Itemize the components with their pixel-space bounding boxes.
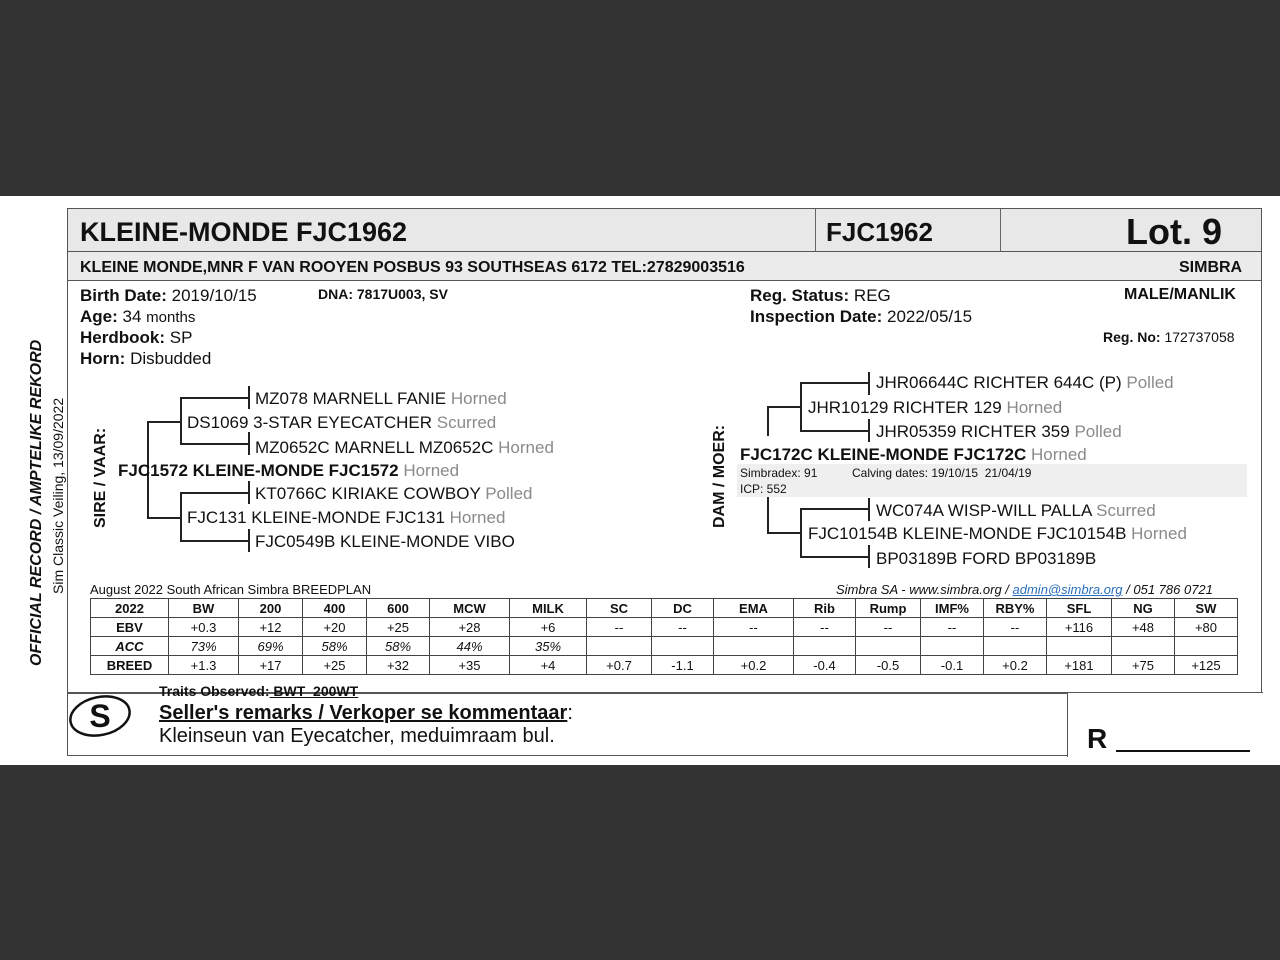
simbradex: Simbradex: 91 (740, 466, 818, 480)
birth-date: Birth Date: 2019/10/15 (80, 286, 257, 305)
table-cell: +1.3 (169, 656, 239, 675)
table-cell: +75 (1112, 656, 1175, 675)
table-header: Rump (856, 599, 921, 618)
table-cell: +0.7 (587, 656, 652, 675)
contact-info: Simbra SA - www.simbra.org / admin@simbra.org / 051 786 0721 (836, 582, 1213, 597)
dam-dam: FJC10154B KLEINE-MONDE FJC10154B Horned (808, 524, 1187, 543)
remarks-text: Kleinseun van Eyecatcher, meduimraam bul. (159, 725, 555, 747)
table-header: MCW (430, 599, 510, 618)
table-cell: +17 (239, 656, 303, 675)
sire-dam: FJC131 KLEINE-MONDE FJC131 Horned (187, 508, 506, 527)
table-cell (1112, 637, 1175, 656)
table-cell: -- (652, 618, 714, 637)
table-cell: +0.3 (169, 618, 239, 637)
table-cell: 69% (239, 637, 303, 656)
table-cell: +0.2 (984, 656, 1047, 675)
table-header: SFL (1047, 599, 1112, 618)
dam-dam-sire: WC074A WISP-WILL PALLA Scurred (876, 501, 1156, 520)
table-cell (587, 637, 652, 656)
sale-name-label: Sim Classic Veiling, 13/09/2022 (50, 397, 66, 594)
animal-id: FJC1962 (826, 217, 933, 247)
ebv-table (90, 598, 1238, 675)
table-row-ebv (91, 618, 1238, 637)
simbra-logo (68, 690, 134, 744)
official-record-label: OFFICIAL RECORD / AMPTELIKE REKORD (28, 339, 45, 666)
price-label: R (1087, 723, 1108, 754)
table-cell: +125 (1175, 656, 1238, 675)
table-cell: +12 (239, 618, 303, 637)
age: Age: 34 months (80, 307, 196, 326)
table-header: MILK (510, 599, 587, 618)
title-divider (815, 209, 816, 251)
table-header: NG (1112, 599, 1175, 618)
remarks-title: Seller's remarks / Verkoper se kommentaar: (159, 702, 573, 724)
table-header: 2022 (91, 599, 169, 618)
breedplan-caption: August 2022 South African Simbra BREEDPLAN (90, 582, 372, 597)
dam: FJC172C KLEINE-MONDE FJC172C Horned (740, 445, 1087, 464)
table-cell (984, 637, 1047, 656)
table-header: 600 (367, 599, 430, 618)
table-header-row (91, 599, 1238, 618)
breeder-address: KLEINE MONDE,MNR F VAN ROOYEN POSBUS 93 SOUTHSEAS 6172 TEL:27829003516 (80, 259, 745, 276)
table-cell: +32 (367, 656, 430, 675)
title-divider (1000, 209, 1001, 251)
table-cell: EBV (91, 618, 169, 637)
sire-dam-dam: FJC0549B KLEINE-MONDE VIBO (255, 532, 515, 551)
table-cell: +6 (510, 618, 587, 637)
table-row-breed (91, 656, 1238, 675)
price-input-line[interactable] (1116, 750, 1250, 752)
table-cell: +25 (367, 618, 430, 637)
table-cell (921, 637, 984, 656)
reg-number: Reg. No: 172737058 (1103, 329, 1235, 345)
lot-number: Lot. 9 (1126, 211, 1222, 252)
table-cell: +28 (430, 618, 510, 637)
reg-status: Reg. Status: REG (750, 286, 891, 305)
table-header: SC (587, 599, 652, 618)
table-header: RBY% (984, 599, 1047, 618)
dam-side-label: DAM / MOER: (711, 424, 728, 528)
table-cell: ACC (91, 637, 169, 656)
traits-observed: Traits Observed: BWT 200WT (159, 683, 359, 699)
animal-name: KLEINE-MONDE FJC1962 (80, 217, 408, 247)
table-cell: 58% (303, 637, 367, 656)
table-header: 400 (303, 599, 367, 618)
table-cell: -0.5 (856, 656, 921, 675)
table-cell: +20 (303, 618, 367, 637)
dam-dam-dam: BP03189B FORD BP03189B (876, 549, 1097, 568)
table-cell (714, 637, 794, 656)
herdbook: Herdbook: SP (80, 328, 193, 347)
table-cell (1175, 637, 1238, 656)
table-cell: +48 (1112, 618, 1175, 637)
table-cell: +0.2 (714, 656, 794, 675)
table-cell (652, 637, 714, 656)
calving-dates: Calving dates: 19/10/15 21/04/19 (852, 466, 1032, 480)
table-row-acc (91, 637, 1238, 656)
table-cell (856, 637, 921, 656)
table-cell: -0.4 (794, 656, 856, 675)
table-cell: 73% (169, 637, 239, 656)
sire-sire-sire: MZ078 MARNELL FANIE Horned (255, 389, 507, 408)
table-cell: +181 (1047, 656, 1112, 675)
sire-sire-dam: MZ0652C MARNELL MZ0652C Horned (255, 438, 554, 457)
table-cell: -0.1 (921, 656, 984, 675)
dna-info: DNA: 7817U003, SV (318, 286, 448, 302)
table-cell (1047, 637, 1112, 656)
table-cell: BREED (91, 656, 169, 675)
table-cell: -- (714, 618, 794, 637)
dam-sire-dam: JHR05359 RICHTER 359 Polled (876, 422, 1122, 441)
sire-sire: DS1069 3-STAR EYECATCHER Scurred (187, 413, 497, 432)
catalogue-card (0, 196, 1280, 765)
table-cell: +80 (1175, 618, 1238, 637)
dam-sire-sire: JHR06644C RICHTER 644C (P) Polled (876, 373, 1174, 392)
table-cell: -- (587, 618, 652, 637)
sex-label: MALE/MANLIK (1124, 286, 1236, 303)
sire-dam-sire: KT0766C KIRIAKE COWBOY Polled (255, 484, 533, 503)
table-cell: 35% (510, 637, 587, 656)
table-cell: -- (984, 618, 1047, 637)
table-header: EMA (714, 599, 794, 618)
sire: FJC1572 KLEINE-MONDE FJC1572 Horned (118, 461, 460, 480)
table-header: SW (1175, 599, 1238, 618)
table-header: BW (169, 599, 239, 618)
svg-text:S: S (89, 698, 111, 734)
table-cell: +116 (1047, 618, 1112, 637)
sire-side-label: SIRE / VAAR: (92, 427, 109, 528)
dam-sire: JHR10129 RICHTER 129 Horned (808, 398, 1063, 417)
table-header: 200 (239, 599, 303, 618)
table-header: Rib (794, 599, 856, 618)
table-cell (794, 637, 856, 656)
breed-name: SIMBRA (1179, 259, 1243, 276)
inspection-date: Inspection Date: 2022/05/15 (750, 307, 973, 326)
table-cell: +35 (430, 656, 510, 675)
horn-status: Horn: Disbudded (80, 349, 212, 368)
email-link[interactable]: admin@simbra.org (1012, 582, 1123, 597)
table-cell: -- (921, 618, 984, 637)
table-cell: 58% (367, 637, 430, 656)
table-cell: +25 (303, 656, 367, 675)
icp: ICP: 552 (740, 482, 787, 496)
simbra-logo-icon (68, 690, 134, 744)
table-cell: -- (856, 618, 921, 637)
table-cell: +4 (510, 656, 587, 675)
table-cell: -1.1 (652, 656, 714, 675)
table-cell: -- (794, 618, 856, 637)
table-header: IMF% (921, 599, 984, 618)
table-header: DC (652, 599, 714, 618)
table-cell: 44% (430, 637, 510, 656)
